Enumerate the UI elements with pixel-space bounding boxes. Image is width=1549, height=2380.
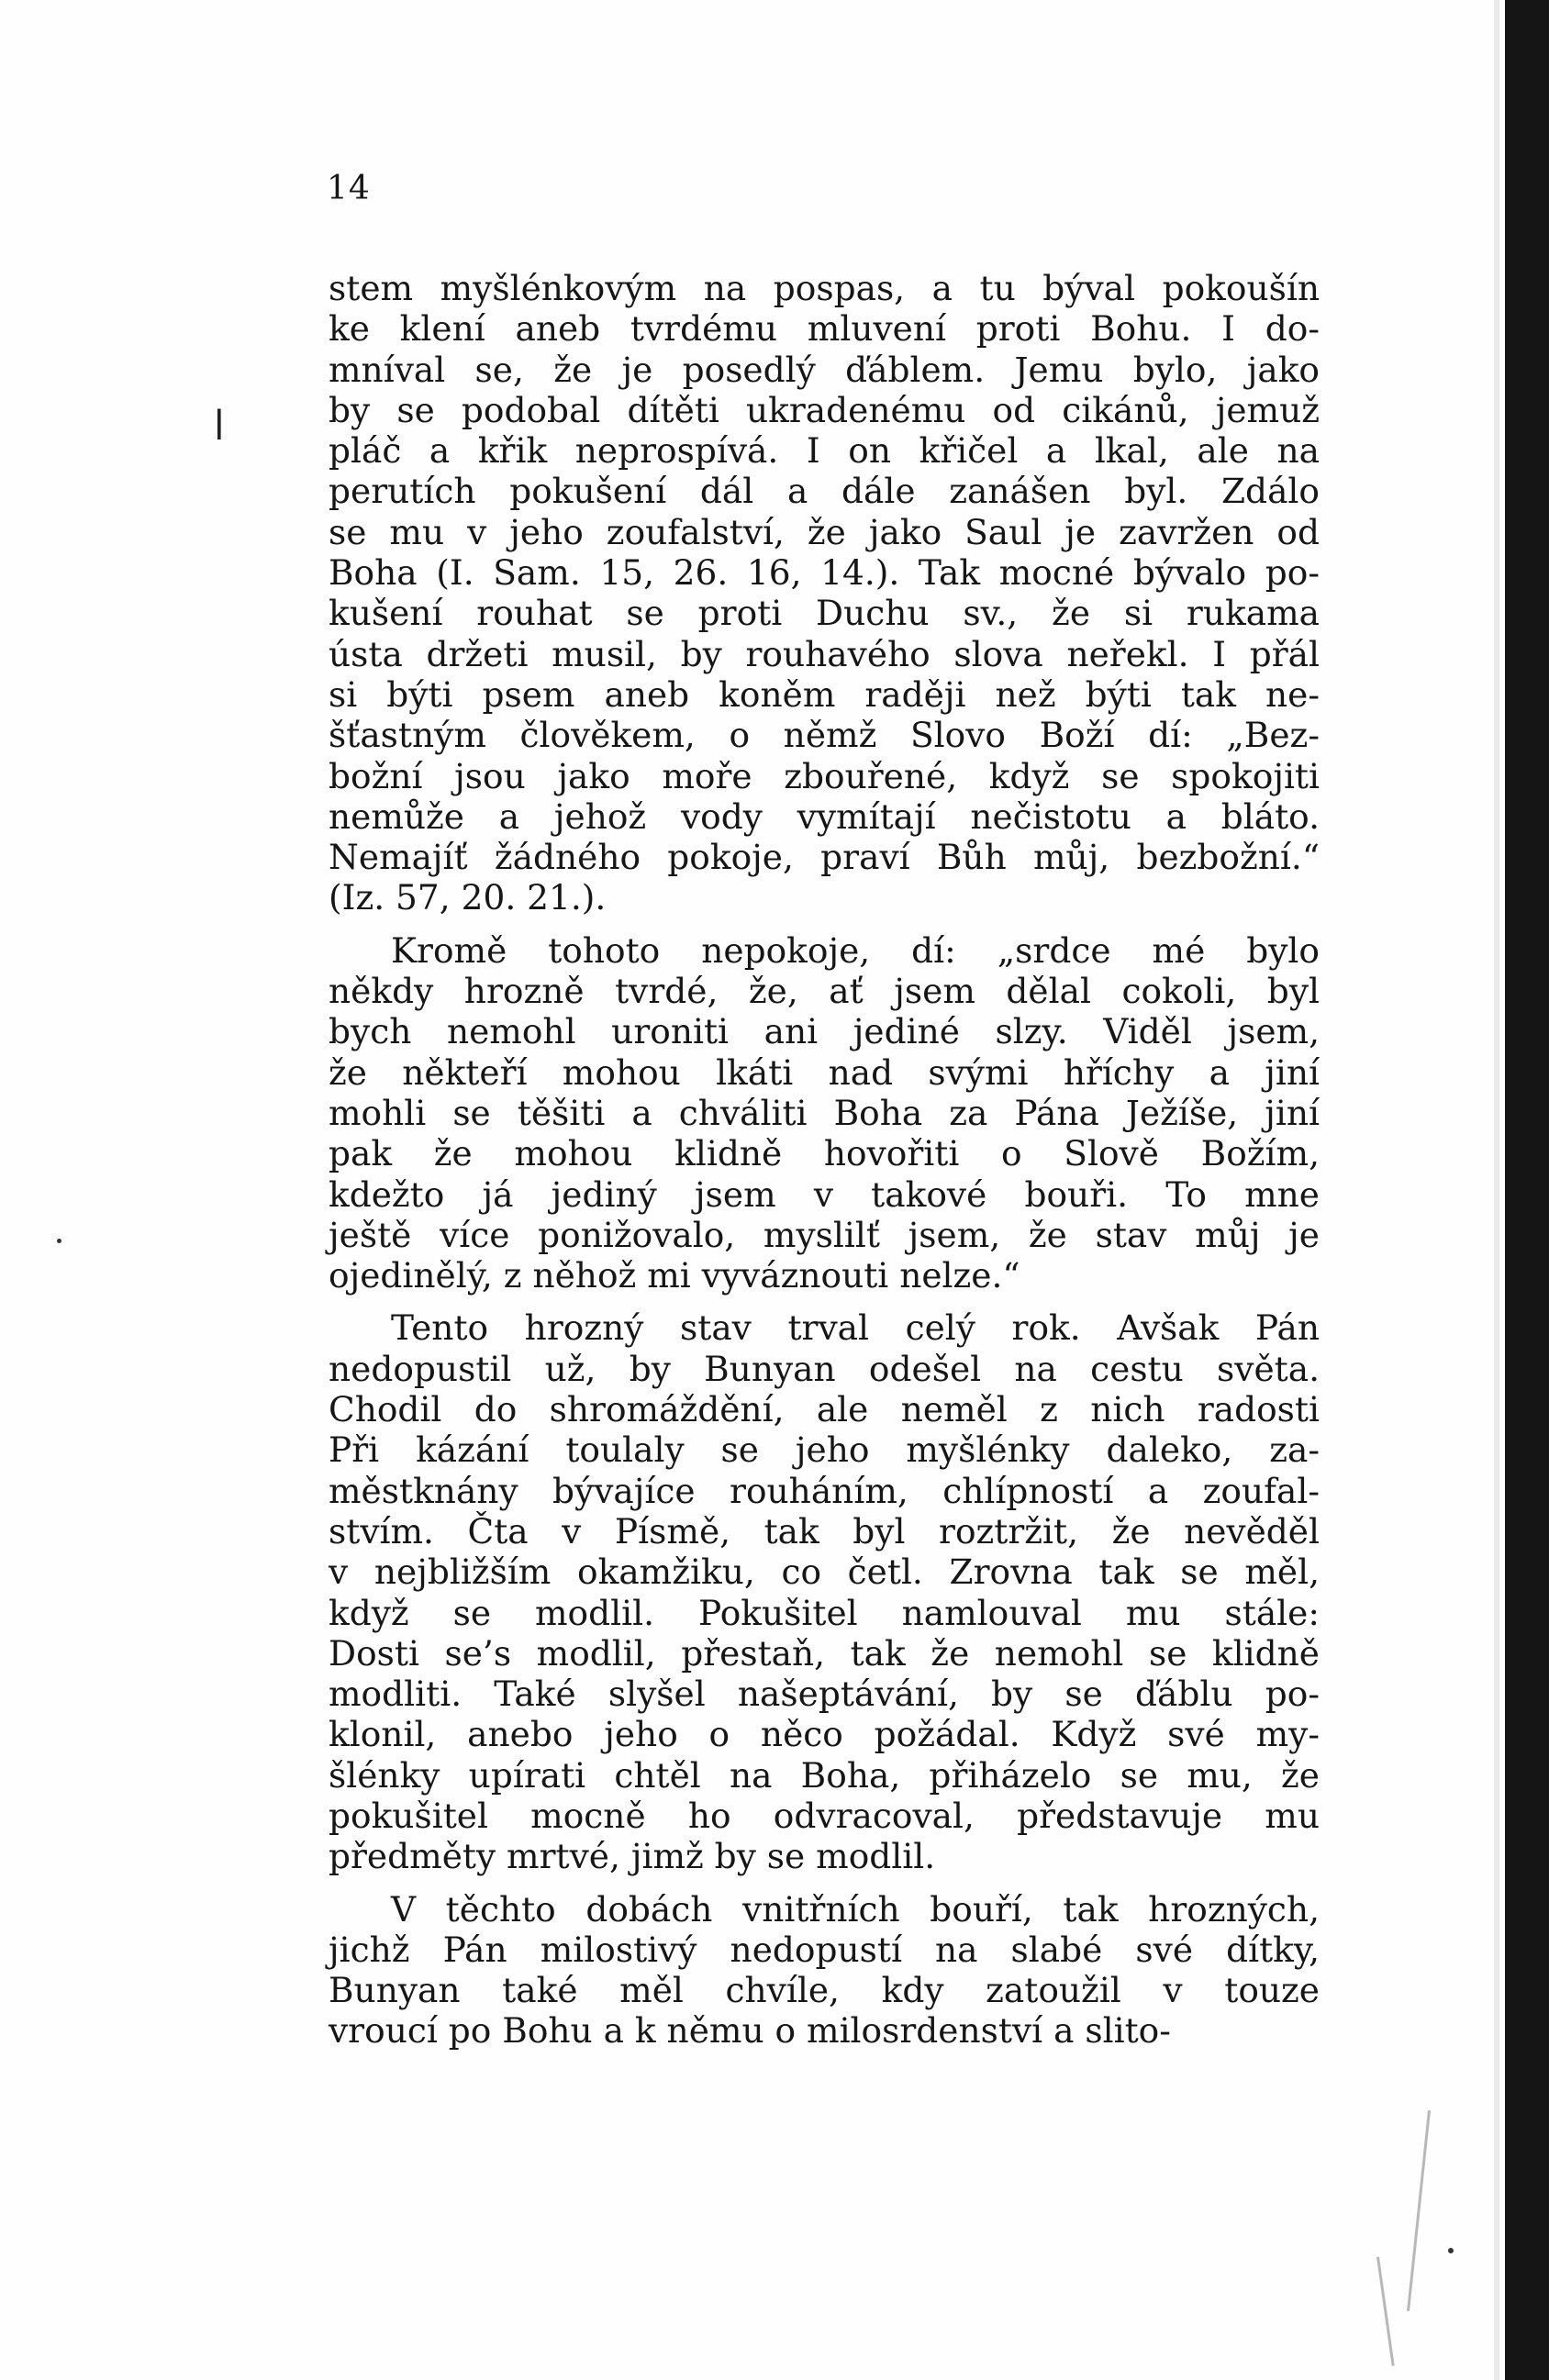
text-line: šlénky upírati chtěl na Boha, přiházelo se mu, že: [329, 1754, 1320, 1796]
text-line: stem myšlénkovým na pospas, a tu býval pokoušín: [329, 268, 1320, 308]
text-line: kušení rouhat se proti Duchu sv., že si rukama: [329, 593, 1320, 634]
page-number: 14: [327, 170, 371, 207]
text-line: že někteří mohou lkáti nad svými hříchy a jiní: [329, 1051, 1320, 1093]
text-line: městknány bývajíce rouháním, chlípností a zoufal-: [329, 1470, 1320, 1511]
text-line: pokušitel mocně ho odvracoval, představuje mu: [329, 1795, 1320, 1836]
scan-scratch: [1376, 2257, 1395, 2366]
margin-mark: ǀ: [213, 400, 226, 450]
scan-scratch: [1407, 2110, 1431, 2311]
text-line: v nejbližším okamžiku, co četl. Zrovna tak se měl,: [329, 1551, 1320, 1593]
scan-speck: [1448, 2248, 1454, 2253]
text-line: kdežto já jediný jsem v takové bouři. To mne: [329, 1173, 1320, 1215]
text-line: předměty mrtvé, jimž by se modlil.: [329, 1836, 936, 1877]
body-text: [329, 268, 1320, 2052]
text-line: Nemajíť žádného pokoje, praví Bůh můj, bezbožní.“: [329, 837, 1320, 878]
text-line: klonil, anebo jeho o něco požádal. Když své my-: [329, 1714, 1320, 1755]
text-line: božní jsou jako moře zbouřené, když se spokojiti: [329, 755, 1320, 796]
text-line: mníval se, že je posedlý ďáblem. Jemu bylo, jako: [329, 349, 1320, 390]
text-line: by se podobal dítěti ukradenému od cikánů, jemuž: [329, 389, 1320, 430]
text-line: ústa držeti musil, by rouhavého slova neřekl. I přál: [329, 633, 1320, 674]
text-line: si býti psem aneb koněm raději než býti tak ne-: [329, 673, 1320, 715]
text-line: mohli se těšiti a chváliti Boha za Pána Ježíše, jiní: [329, 1092, 1320, 1133]
text-line: pláč a křik neprospívá. I on křičel a lkal, ale na: [329, 430, 1320, 472]
paragraph: [329, 268, 1320, 918]
text-line: nedopustil už, by Bunyan odešel na cestu světa.: [329, 1348, 1320, 1389]
text-line: Chodil do shromáždění, ale neměl z nich radosti: [329, 1389, 1320, 1430]
text-line: když se modlil. Pokušitel namlouval mu stále:: [329, 1592, 1320, 1633]
text-line: V těchto dobách vnitřních bouří, tak hrozných,: [391, 1888, 1320, 1930]
text-line: vroucí po Bohu a k němu o milosrdenství a slito-: [329, 2010, 1171, 2052]
text-line: ještě více ponižovalo, myslilť jsem, že stav můj je: [329, 1214, 1320, 1255]
text-line: Kromě tohoto nepokoje, dí: „srdce mé bylo: [391, 929, 1320, 971]
text-line: Dosti se’s modlil, přestaň, tak že nemohl se klidně: [329, 1632, 1320, 1674]
text-line: modliti. Také slyšel našeptávání, by se ďáblu po-: [329, 1674, 1320, 1715]
text-line: ojedinělý, z něhož mi vyváznouti nelze.“: [329, 1255, 1020, 1296]
paragraph: [329, 1889, 1320, 2052]
text-line: jichž Pán milostivý nedopustí na slabé své dítky,: [329, 1929, 1320, 1970]
text-line: Tento hrozný stav trval celý rok. Avšak Pán: [391, 1307, 1320, 1349]
text-line: perutích pokušení dál a dále zanášen byl. Zdálo: [329, 471, 1320, 512]
text-line: se mu v jeho zoufalství, že jako Saul je zavržen od: [329, 511, 1320, 552]
scan-speck: [57, 1239, 61, 1243]
text-line: nemůže a jehož vody vymítají nečistotu a bláto.: [329, 795, 1320, 837]
text-line: stvím. Čta v Písmě, tak byl roztržit, že nevěděl: [329, 1510, 1320, 1551]
text-line: Při kázání toulaly se jeho myšlénky daleko, za-: [329, 1429, 1320, 1471]
text-line: (Iz. 57, 20. 21.).: [329, 877, 607, 918]
text-line: Boha (I. Sam. 15, 26. 16, 14.). Tak mocné bývalo po-: [329, 552, 1320, 594]
text-line: šťastným člověkem, o němž Slovo Boží dí: „Bez-: [329, 715, 1320, 756]
scan-border-right: [1505, 0, 1549, 2380]
text-line: Bunyan také měl chvíle, kdy zatoužil v touze: [329, 1970, 1320, 2011]
text-line: někdy hrozně tvrdé, že, ať jsem dělal cokoli, byl: [329, 971, 1320, 1012]
text-line: ke klení aneb tvrdému mluvení proti Bohu. I do-: [329, 308, 1320, 350]
paragraph: [329, 930, 1320, 1296]
paragraph: [329, 1307, 1320, 1876]
text-line: bych nemohl uroniti ani jediné slzy. Viděl jsem,: [329, 1011, 1320, 1052]
page-edge-strip: [1494, 0, 1499, 2380]
text-line: pak že mohou klidně hovořiti o Slově Božím,: [329, 1133, 1320, 1174]
